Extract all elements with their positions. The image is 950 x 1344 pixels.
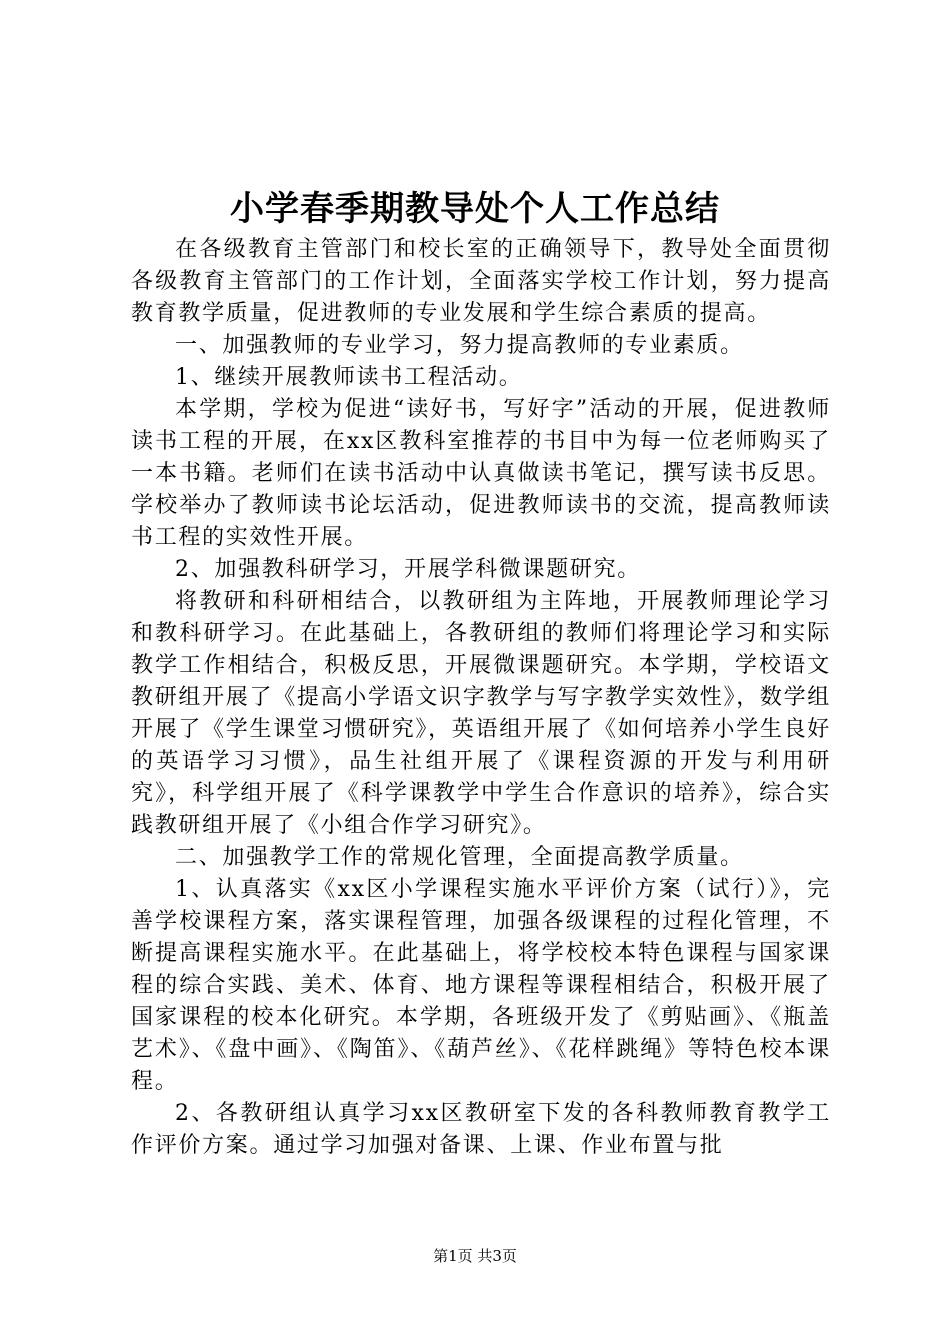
paragraph-evaluation: 2、各教研组认真学习xx区教研室下发的各科教师教育教学工作评价方案。通过学习加强对备课、上课、作业布置与批	[131, 1101, 831, 1158]
document-title: 小学春季期教导处个人工作总结	[230, 189, 720, 229]
paragraph-reading-project: 本学期，学校为促进“读好书，写好字”活动的开展，促进教师读书工程的开展，在xx区教科室推荐的书目中为每一位老师购买了一本书籍。老师们在读书活动中认真做读书笔记，撰写读书反思。学校举办了教师读书论坛活动，促进教师读书的交流，提高教师读书工程的实效性开展。	[131, 397, 831, 550]
paragraph-research: 将教研和科研相结合，以教研组为主阵地，开展教师理论学习和教科研学习。在此基础上，各教研组的教师们将理论学习和实际教学工作相结合，积极反思，开展微课题研究。本学期，学校语文教研组开展了《提高小学语文识字教学与写字教学实效性》，数学组开展了《学生课堂习惯研究》，英语组开展了《如何培养小学生良好的英语学习习惯》，品生社组开展了《课程资源的开发与利用研究》，科学组开展了《科学课教学中学生合作意识的培养》，综合实践教研组开展了《小组合作学习研究》。	[131, 589, 832, 838]
page-footer: 第1页 共3页	[433, 1247, 517, 1265]
paragraph-curriculum: 1、认真落实《xx区小学课程实施水平评价方案（试行）》，完善学校课程方案，落实课程管理，加强各级课程的过程化管理，不断提高课程实施水平。在此基础上，将学校校本特色课程与国家课程的综合实践、美术、体育、地方课程等课程相结合，积极开展了国家课程的校本化研究。本学期，各班级开发了《剪贴画》、《瓶盖艺术》、《盘中画》、《陶笛》、《葫芦丝》、《花样跳绳》等特色校本课程。	[131, 877, 831, 1094]
section-heading-2: 二、加强教学工作的常规化管理，全面提高教学质量。	[175, 845, 744, 870]
paragraph-intro: 在各级教育主管部门和校长室的正确领导下，教导处全面贯彻各级教育主管部门的工作计划，全面落实学校工作计划，努力提高教育教学质量，促进教师的专业发展和学生综合素质的提高。	[131, 237, 831, 326]
subsection-heading-1-2: 2、加强教科研学习，开展学科微课题研究。	[175, 557, 641, 582]
subsection-heading-1-1: 1、继续开展教师读书工程活动。	[175, 365, 523, 390]
document-body	[131, 234, 831, 1162]
section-heading-1: 一、加强教师的专业学习，努力提高教师的专业素质。	[175, 333, 744, 358]
